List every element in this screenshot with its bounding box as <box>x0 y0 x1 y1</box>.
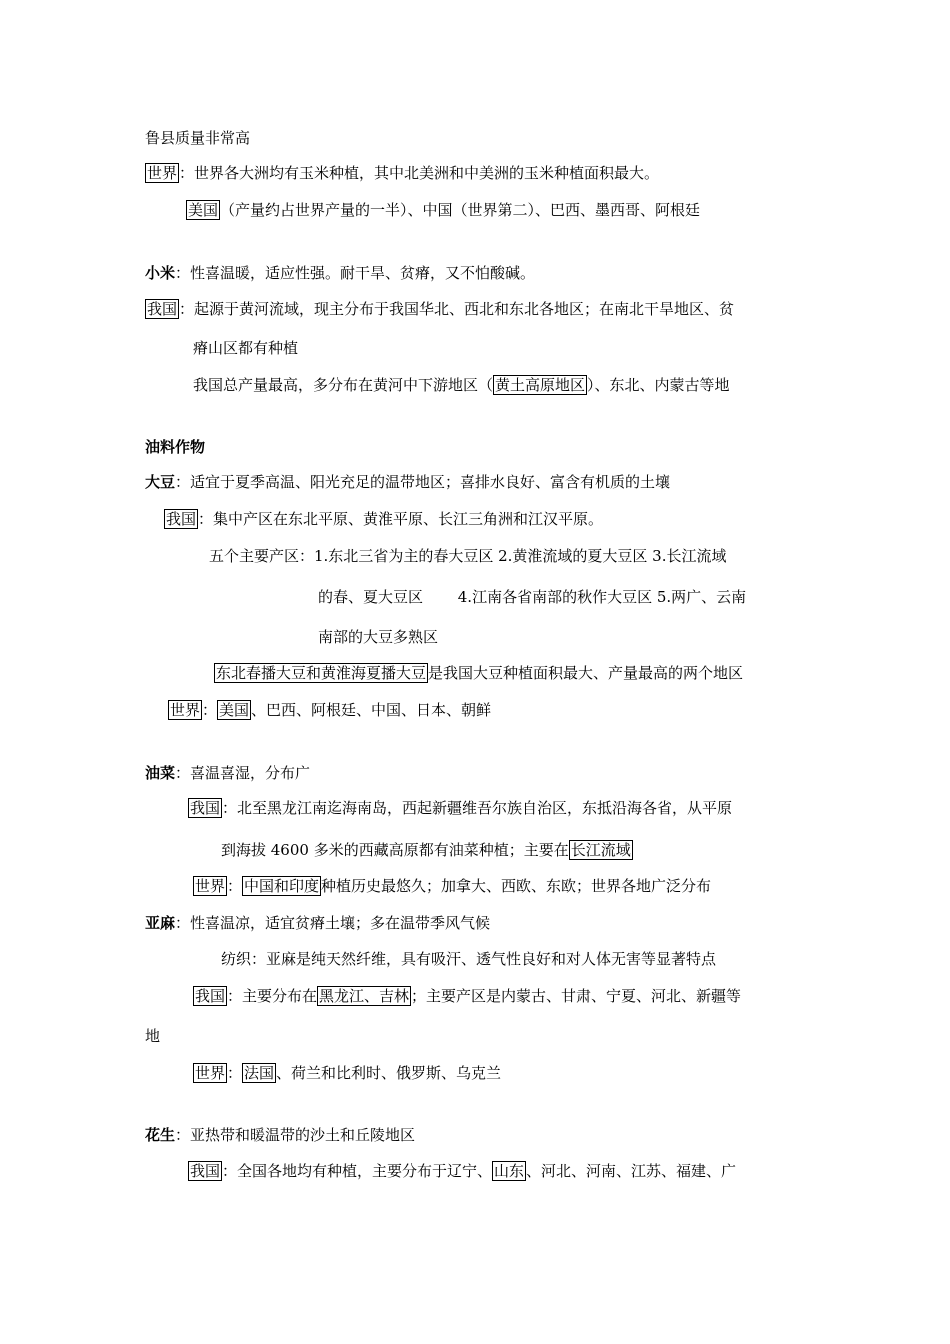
soybean-desc: ：适宜于夏季高温、阳光充足的温带地区；喜排水良好、富含有机质的土壤 <box>175 473 671 491</box>
millet-production-text: 我国总产量最高，多分布在黄河中下游地区（ <box>193 376 494 394</box>
millet-china-text: ：起源于黄河流域，现主分布于我国华北、西北和东北各地区；在南北干旱地区、贫 <box>179 300 735 318</box>
rapeseed-china-line <box>188 798 732 818</box>
flax-china-tail: ；主要产区是内蒙古、甘肃、宁夏、河北、新疆等 <box>411 987 742 1005</box>
rapeseed-china-line2 <box>221 840 633 860</box>
maize-usa-label: 美国 <box>188 201 219 219</box>
soybean-title: 大豆 <box>145 473 176 491</box>
millet-china-text2: 瘠山区都有种植 <box>193 339 299 357</box>
rapeseed-world-text: 种植历史最悠久；加拿大、西欧、东欧；世界各地广泛分布 <box>321 877 712 895</box>
soybean-china-line <box>164 509 603 529</box>
peanut-desc: ：亚热带和暖温带的沙土和丘陵地区 <box>175 1126 416 1144</box>
soybean-top-regions-box: 东北春播大豆和黄淮海夏播大豆 <box>216 664 427 682</box>
soybean-world-label: 世界 <box>170 701 201 719</box>
soybean-regions-text1: 五个主要产区：1.东北三省为主的春大豆区 2.黄淮流域的夏大豆区 3.长江流域 <box>209 547 727 565</box>
millet-china-line2 <box>193 338 298 358</box>
oil-crops-title: 油料作物 <box>145 438 206 456</box>
flax-desc-line <box>145 913 490 933</box>
flax-world-france-box: 法国 <box>244 1064 275 1082</box>
flax-desc: ：性喜温凉，适宜贫瘠土壤；多在温带季风气候 <box>175 914 491 932</box>
soybean-regions-line3 <box>318 627 438 647</box>
millet-desc: ：性喜温暖，适应性强。耐干旱、贫瘠，又不怕酸碱。 <box>175 264 536 282</box>
soybean-world-colon: ： <box>202 701 218 719</box>
millet-china-line <box>145 299 734 319</box>
flax-world-label: 世界 <box>195 1064 226 1082</box>
peanut-china-tail: 、河北、河南、江苏、福建、广 <box>526 1162 737 1180</box>
maize-usa-text: （产量约占世界产量的一半）、中国（世界第二）、巴西、墨西哥、阿根廷 <box>220 201 701 219</box>
soybean-top-line <box>214 663 743 683</box>
millet-production-line <box>193 375 730 395</box>
flax-world-text: 、荷兰和比利时、俄罗斯、乌克兰 <box>276 1064 502 1082</box>
peanut-shandong-box: 山东 <box>494 1162 525 1180</box>
rapeseed-desc-line <box>145 763 310 783</box>
flax-textile-text: 纺织：亚麻是纯天然纤维，具有吸汗、透气性良好和对人体无害等显著特点 <box>221 950 717 968</box>
flax-china-text: ：主要分布在 <box>227 987 318 1005</box>
soybean-regions-line2 <box>318 587 746 607</box>
rapeseed-world-line <box>193 876 711 896</box>
millet-title: 小米 <box>145 264 176 282</box>
maize-usa-line <box>186 200 700 220</box>
soybean-top-text: 是我国大豆种植面积最大、产量最高的两个地区 <box>428 664 744 682</box>
peanut-china-text: ：全国各地均有种植，主要分布于辽宁、 <box>222 1162 493 1180</box>
soybean-world-line <box>168 700 491 720</box>
flax-world-colon: ： <box>227 1064 243 1082</box>
soybean-regions-text2: 的春、夏大豆区 4.江南各省南部的秋作大豆区 5.两广、云南 <box>318 588 747 606</box>
soybean-world-usa-box: 美国 <box>219 701 250 719</box>
maize-world-line <box>145 163 659 183</box>
maize-world-text: ：世界各大洲均有玉米种植，其中北美洲和中美洲的玉米种植面积最大。 <box>179 164 660 182</box>
peanut-china-line <box>188 1161 736 1181</box>
rapeseed-china-text2: 到海拔 4600 多米的西藏高原都有油菜种植；主要在 <box>221 841 569 859</box>
rapeseed-desc: ：喜温喜湿，分布广 <box>175 764 311 782</box>
maize-quality-text: 鲁县质量非常高 <box>145 129 251 147</box>
flax-china-tail2: 地 <box>145 1027 161 1045</box>
millet-production-tail: ）、东北、内蒙古等地 <box>587 376 730 394</box>
rapeseed-china-label: 我国 <box>190 799 221 817</box>
rapeseed-title: 油菜 <box>145 764 176 782</box>
flax-china-line2 <box>145 1026 160 1046</box>
soybean-china-label: 我国 <box>166 510 197 528</box>
soybean-regions-text3: 南部的大豆多熟区 <box>318 628 439 646</box>
flax-heilongjiang-jilin-box: 黑龙江、吉林 <box>319 987 410 1005</box>
rapeseed-world-china-india-box: 中国和印度 <box>244 877 320 895</box>
maize-world-label: 世界 <box>147 164 178 182</box>
rapeseed-yangtze-box: 长江流域 <box>570 841 631 859</box>
soybean-china-text: ：集中产区在东北平原、黄淮平原、长江三角洲和江汉平原。 <box>198 510 604 528</box>
peanut-china-label: 我国 <box>190 1162 221 1180</box>
soybean-world-text: 、巴西、阿根廷、中国、日本、朝鲜 <box>251 701 492 719</box>
millet-desc-line <box>145 263 535 283</box>
peanut-desc-line <box>145 1125 415 1145</box>
rapeseed-world-label: 世界 <box>195 877 226 895</box>
soybean-desc-line <box>145 472 670 492</box>
peanut-title: 花生 <box>145 1126 176 1144</box>
rapeseed-china-text: ：北至黑龙江南迄海南岛，西起新疆维吾尔族自治区，东抵沿海各省，从平原 <box>222 799 733 817</box>
rapeseed-world-colon: ： <box>227 877 243 895</box>
flax-title: 亚麻 <box>145 914 176 932</box>
soybean-regions-line1 <box>209 546 726 566</box>
millet-china-label: 我国 <box>147 300 178 318</box>
flax-china-line <box>193 986 741 1006</box>
flax-world-line <box>193 1063 501 1083</box>
flax-china-label: 我国 <box>195 987 226 1005</box>
oil-crops-heading <box>145 437 205 457</box>
millet-loess-plateau-box: 黄土高原地区 <box>495 376 586 394</box>
flax-textile-line <box>221 949 716 969</box>
maize-quality-line <box>145 128 250 148</box>
